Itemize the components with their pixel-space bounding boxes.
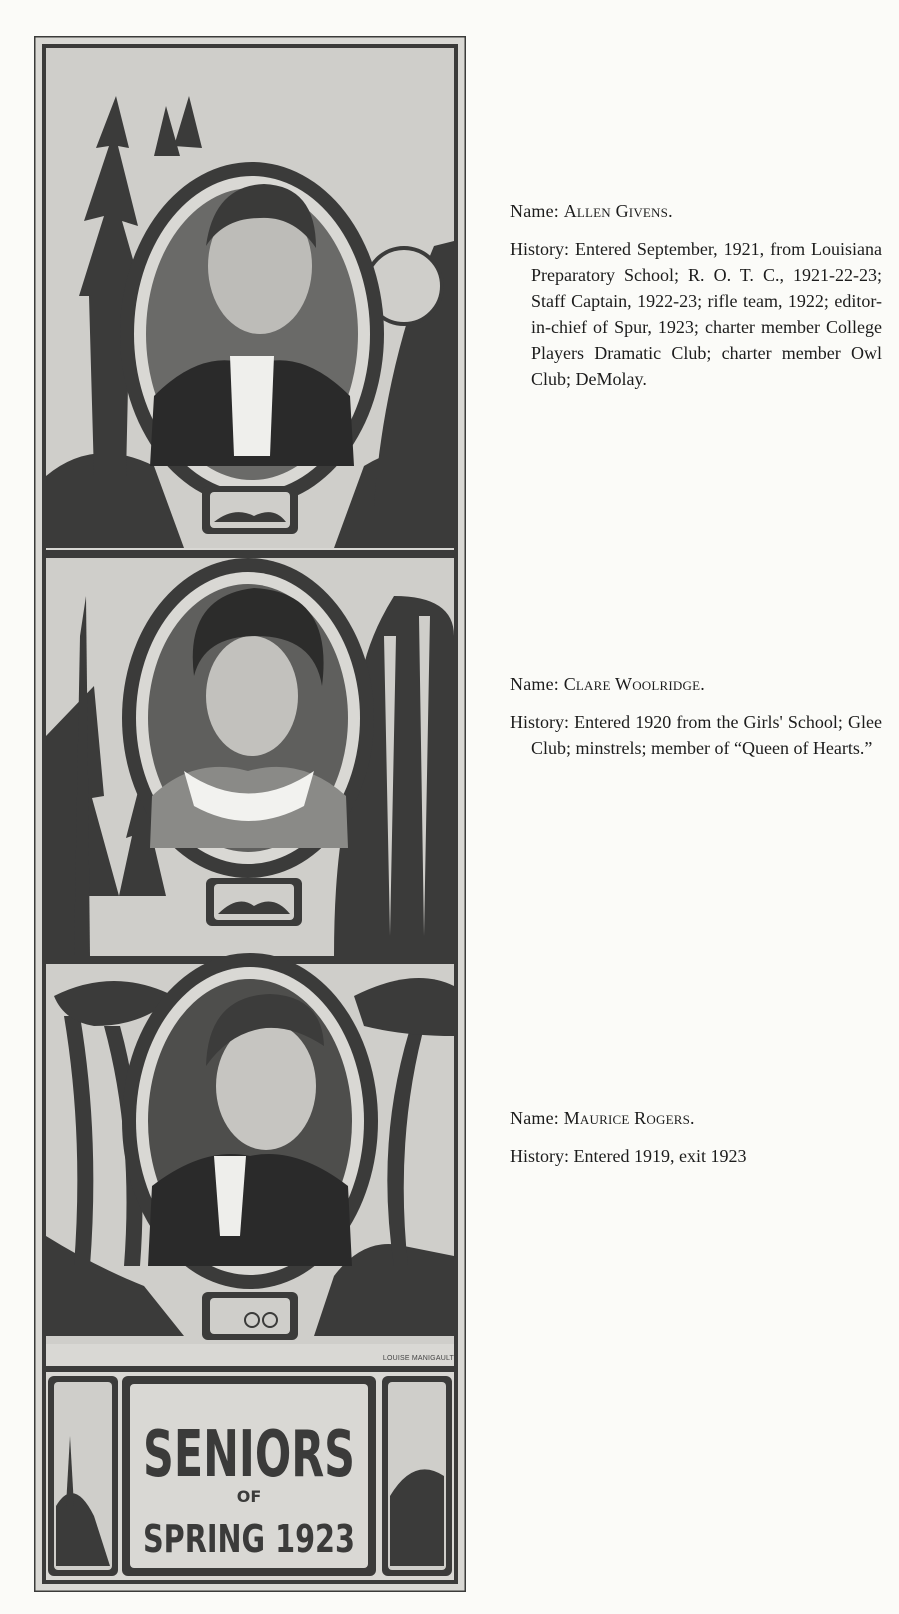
senior-entry-1: [510, 200, 882, 392]
name-label: Name:: [510, 674, 559, 694]
entry-name-line: [510, 1107, 882, 1129]
seniors-artwork-panel: [34, 36, 466, 1592]
section-1-frame: [46, 48, 454, 548]
title-block: [42, 1366, 458, 1576]
entry-name-line: [510, 200, 882, 222]
senior-name: Allen Givens.: [563, 201, 673, 221]
name-label: Name:: [510, 1108, 559, 1128]
artwork-illustration: [34, 36, 466, 1592]
entry-history: [510, 1143, 882, 1169]
senior-entry-2: [510, 673, 882, 761]
senior-name: Clare Woolridge.: [563, 674, 705, 694]
title-seniors: SENIORS: [143, 1418, 355, 1492]
entry-history: [510, 709, 882, 761]
history-text: Entered September, 1921, from Louisiana Preparatory School; R. O. T. C., 1921-22-23; Staff Captain, 1922-23; rifle team, 1922; editor-in-chief of Spur, 1923; charter member College Players Dramatic Club; charter member Owl Club; DeMolay.: [531, 239, 883, 389]
history-text: Entered 1919, exit 1923: [573, 1146, 747, 1166]
section-3-frame: [42, 953, 458, 1344]
senior-name: Maurice Rogers.: [563, 1108, 695, 1128]
artist-signature: LOUISE MANIGAULT: [382, 1355, 454, 1362]
entry-history: [510, 236, 882, 392]
senior-entry-3: [510, 1107, 882, 1169]
history-label: History:: [510, 239, 570, 259]
entry-name-line: [510, 673, 882, 695]
title-of: OF: [236, 1487, 262, 1506]
title-spring-1923: SPRING 1923: [143, 1517, 355, 1561]
name-label: Name:: [510, 201, 559, 221]
history-label: History:: [510, 1146, 570, 1166]
history-text: Entered 1920 from the Girls' School; Glee Club; minstrels; member of “Queen of Hearts.”: [531, 712, 883, 758]
history-label: History:: [510, 712, 570, 732]
section-2-frame: [42, 550, 458, 956]
